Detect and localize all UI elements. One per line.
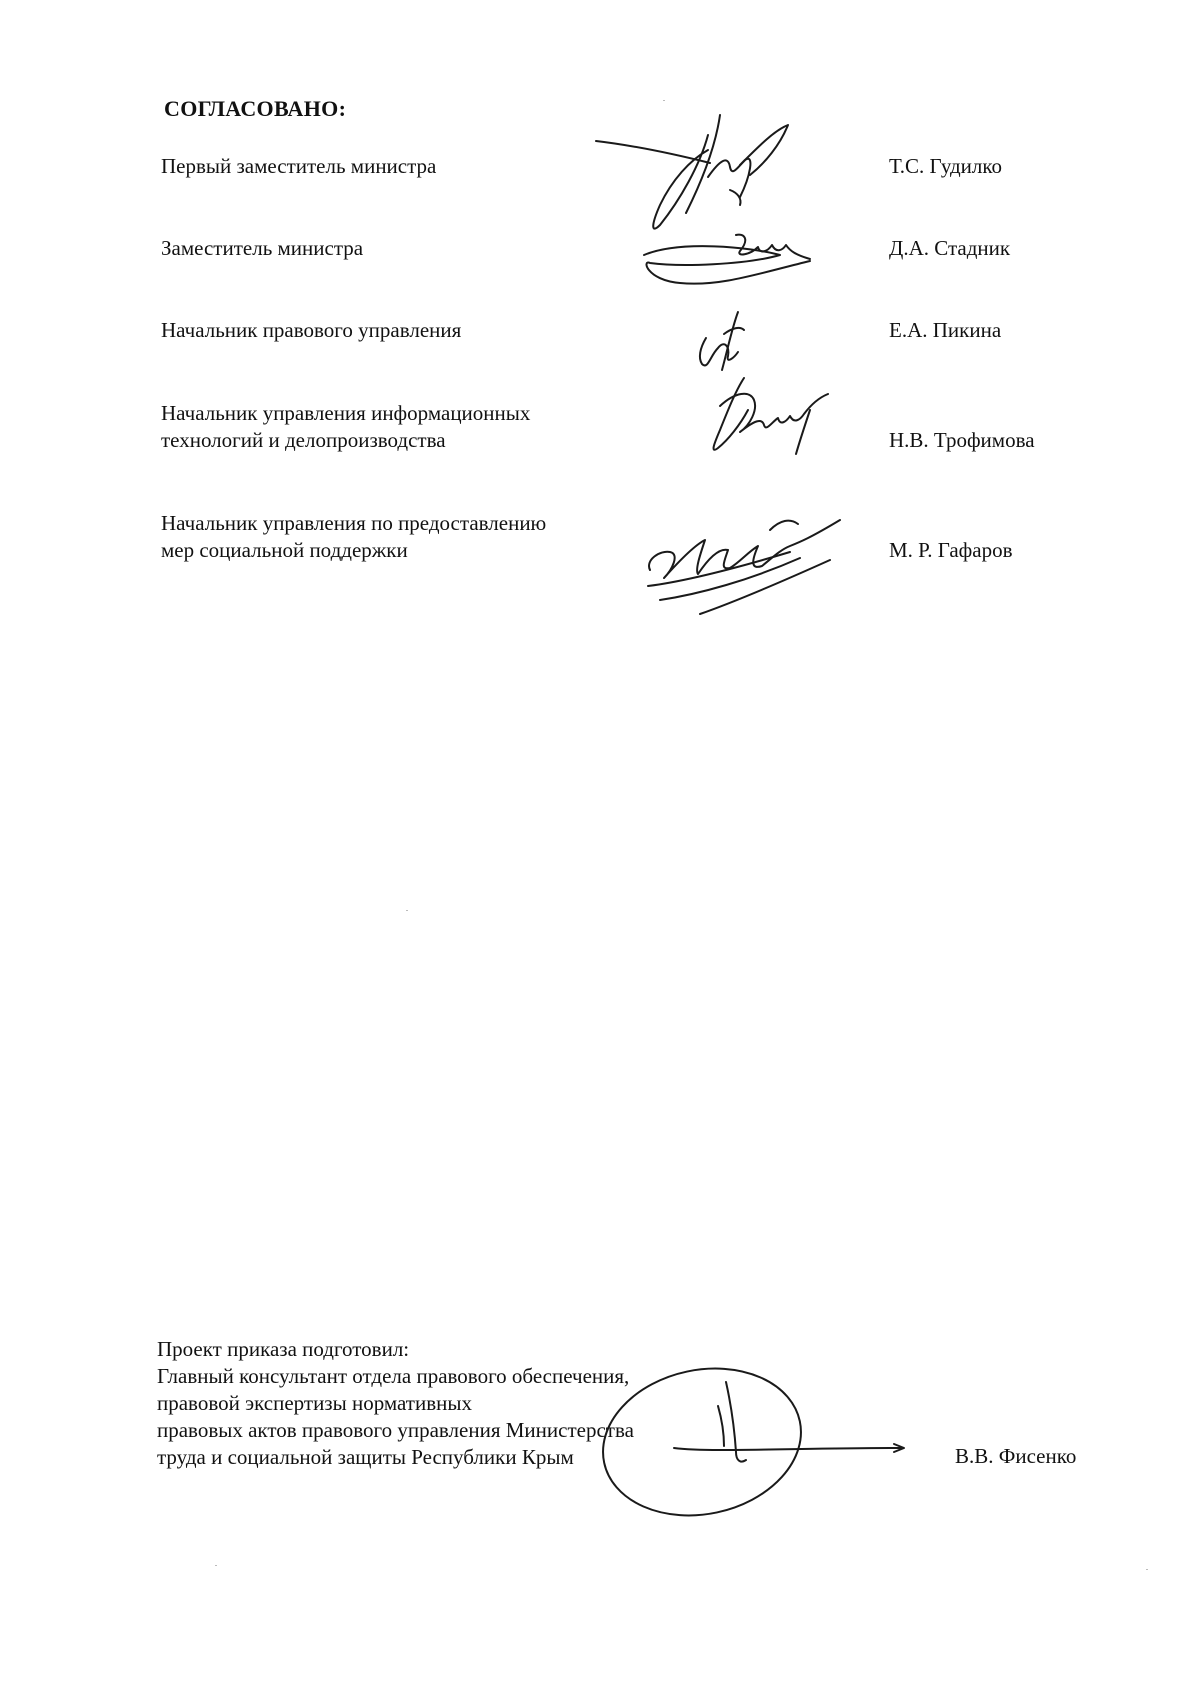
approver-title-line: технологий и делопроизводства [161,428,446,452]
approver-title-line: Начальник управления информационных [161,401,531,425]
approver-title-line: Начальник правового управления [161,318,462,342]
approver-title-line: Первый заместитель министра [161,154,437,178]
scan-speck [663,100,665,101]
approver-name-5: М. Р. Гафаров [889,538,1013,562]
prepared-by-line: правовой экспертизы нормативных [157,1391,472,1415]
approver-title-3 [161,317,461,344]
preparer-name: В.В. Фисенко [955,1444,1077,1468]
approver-title-line: мер социальной поддержки [161,538,408,562]
approver-title-1 [161,153,436,180]
approver-name-1: Т.С. Гудилко [889,154,1003,178]
signature-2 [640,225,840,295]
scan-speck [406,910,408,911]
approver-title-4 [161,400,530,454]
scan-speck [1146,1569,1148,1570]
approver-name-4: Н.В. Трофимова [889,428,1035,452]
scan-speck [215,1565,217,1566]
signature-6 [590,1360,930,1530]
approver-title-line: Заместитель министра [161,236,364,260]
prepared-by-block [157,1336,634,1471]
signature-4 [700,370,840,460]
signature-3 [688,308,758,378]
prepared-by-line: труда и социальной защиты Республики Крым [157,1445,574,1469]
approver-name-2: Д.А. Стадник [889,236,1011,260]
prepared-by-line: правовых актов правового управления Министерства [157,1418,634,1442]
signature-5 [640,490,860,620]
approver-title-2 [161,235,363,262]
approver-title-5 [161,510,546,564]
approver-name-3: Е.А. Пикина [889,318,1002,342]
approval-heading: СОГЛАСОВАНО: [164,96,347,121]
signature-1 [590,105,820,240]
approver-title-line: Начальник управления по предоставлению [161,511,547,535]
prepared-by-line: Проект приказа подготовил: [157,1337,410,1361]
prepared-by-line: Главный консультант отдела правового обеспечения, [157,1364,630,1388]
